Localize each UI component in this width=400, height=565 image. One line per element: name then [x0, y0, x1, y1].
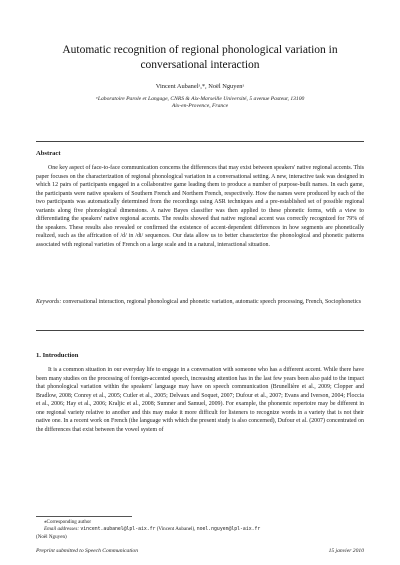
paper-title-line-2: conversational interaction: [140, 59, 260, 71]
email-link-aubanel[interactable]: vincent.aubanel@lpl-aix.fr: [80, 526, 156, 532]
affiliation: [40, 96, 360, 111]
keywords: [36, 298, 364, 307]
footnote-rule: [36, 516, 132, 517]
footnote-email-label: Email addresses:: [44, 525, 80, 532]
footnote-emails: [36, 526, 364, 534]
keywords-label: Keywords:: [36, 299, 62, 305]
abstract-body: One key aspect of face-to-face communication concerns the differences that may exist between speakers' native regional accents. This paper focuses on the characterization of regional phonological variation in a conversational setting. A new, interactive task was designed in which 12 pairs of participants engaged in a collaborative game leading them to produce a number of purpose-built names. In each game, the participants were native speakers of Southern French and Northern French, respectively. How the names were produced by each of the two participants was automatically determined from the recordings using ASR techniques and a pre-established set of possible regional variants along five phonological dimensions. A naive Bayes classifier was then applied to these phonetic forms, with a view to differentiating the speakers' native regional accents. The results showed that native regional accent was correctly recognized for 79% of the speakers. These results also revealed or confirmed the existence of accent-dependent differences in how segments are phonetically realized, such as the affrication of /d/ in /di/ sequences. Our data allow us to better characterize the phonological and phonetic patterns associated with regional varieties of French on a large scale and in a natural, interactional situation.: [36, 165, 364, 248]
abstract-heading: Abstract: [36, 150, 61, 157]
email-link-nguyen[interactable]: noel.nguyen@lpl-aix.fr: [196, 526, 261, 532]
footnote: [36, 519, 364, 540]
preprint-note: Preprint submitted to Speech Communication: [36, 548, 139, 554]
section-heading-introduction: 1. Introduction: [36, 352, 79, 359]
submission-date: 15 janvier 2010: [328, 548, 364, 554]
introduction-body: It is a common situation in our everyday life to engage in a conversation with someone who has a different accent. While there have been many studies on the processing of foreign-accented speech, increasing attention has in the last few years been also paid to the impact that phonological variation within the speakers' language may have on speech communication (Brunellière et al., 2009; Clopper and Bradlow, 2008; Conrey et al., 2005; Cutler et al., 2005; Delvaux and Soquet, 2007; Dufour et al., 2007; Evans and Iverson, 2004; Floccia et al., 2006; Hay et al., 2006; Kraljic et al., 2008; Sumner and Samuel, 2009). For example, the phonemic repertoire may be different in one regional variety relative to another and this may make it more difficult for listeners to recognize words in a variety that is not their native one. In a recent work on French (the language with which the present study is also concerned), Dufour et al. (2007) concentrated on the differences that exist between the vowel system of: [36, 367, 364, 433]
author-list: Vincent Aubanelᵃ,*, Noël Nguyenᵃ: [155, 83, 245, 90]
footnote-name-2: (Noël Nguyen): [36, 533, 67, 540]
abstract-bottom-rule: [36, 330, 364, 331]
affiliation-line-2: Aix-en-Provence, France: [171, 103, 229, 110]
footnote-corresponding-author: ⁎Corresponding author: [44, 519, 92, 525]
paper-title: [40, 43, 360, 73]
abstract-top-rule: [36, 141, 364, 142]
keywords-list: conversational interaction, regional phonological and phonetic variation, automatic speech processing, French, Sociophonetics: [62, 299, 362, 305]
footnote-email-name-1: (Vincent Aubanel),: [156, 525, 196, 532]
affiliation-line-1: ᵃLaboratoire Parole et Langage, CNRS & Aix-Marseille Université, 5 avenue Pasteur, 13100: [95, 96, 305, 102]
paper-title-line-1: Automatic recognition of regional phonological variation in: [62, 44, 338, 56]
